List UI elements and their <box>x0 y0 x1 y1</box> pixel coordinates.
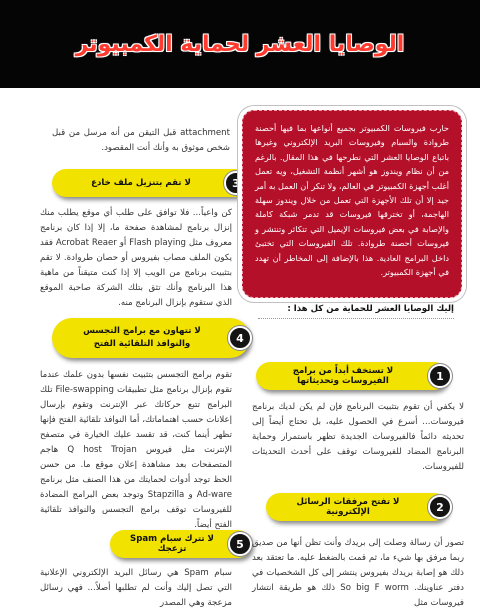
intro-red-box: حارب فيروسات الكمبيوتر بجميع أنواعها بما فيها أحصنة طروادة والسبام وفيروسات البريد الإلكتروني وغيرها باتباع الوصايا العشر التي نطرحها في هذا المقال. بالرغم من أن نظام ويندوز هو أشهر أنظمة التشغيل، ويه تعمل أغلب أجهزة الكمبيوتر في العالم، ولا تنكر أن العمل به أمر جيد إلا أن تلك الأجهزة التي تعمل من خلال ويندوز سهلة الهاجمة، أو تخترقها فيروسات قد تدمر شبكة كاملة والإصابة في بعض فيروسات الإيميل التي تتكاثر وتنتشر و فيروسات أحصنة طروادة. تلك الفيروسات التي تختبئ داخل البرامج العادية. هذا بالإضافة إلى المخاطر أن تهدد في أجهزة الكمبيوتر. <box>242 110 462 298</box>
tip-3-number-badge: 3 <box>224 171 248 195</box>
tip-5-body: سبام Spam هي رسائل البريد الإلكتروني الإعلانية التي تصل إليك وأنت لم تطلبها أصلاً... فهي رسائل مزعجة وهي المصدر <box>40 568 233 608</box>
header-banner <box>0 0 480 88</box>
tip-4-title-text: لا تتهاون مع برامج التجسس والنوافذ التلقائية الفتح <box>83 326 201 349</box>
heading-divider <box>258 318 454 319</box>
tip-1-body: لا يكفي أن تقوم بتثبيت البرنامج فإن لم يكن لديك برنامج فيروسات... أسرع في الحصول عليه، بل تحتاج أيضاً إلى تحديثه دائماً فالفيروسات الجديدة تظهر باستمرار وحماية البرنامج المضاد للفيروسات توقف على أحدث التحديثات للفيروسات. <box>252 402 464 472</box>
tip-2-title <box>266 493 448 521</box>
tip-4-body: تقوم برامج التجسس بتثبيت نفسها بدون علمك عندما تقوم بإنزال برنامج مثل تطبيقات File-swapping تلك البرامج تتبع حركاتك عبر الإنترنت وتقوم بإرسال إعلانات حسب اهتماماتك، أما النوافذ تلقائية الفتح فإنها تظهر أينما كنت، قد تقسد عليك الخيارة في متصفح الإنترنت مثل فيروس Q host Trojan هاجم المتصفحات بعد مشاهدة إعلان موقع ما. من حسن الحظ توجد أدوات لحمايتك من هذا الصنف مثل برنامج Ad-ware و Stapzilla وتوجد بعض البرامج المضادة للفيروسات توقف برامج التجسس والنوافذ تلقائية الفتح أيضاً. <box>40 370 232 530</box>
page-title: الوصايا العشر لحماية الكمبيوتر <box>75 31 405 57</box>
section-heading: إليك الوصايا العشر للحماية من كل هذا : <box>287 304 454 314</box>
intro-paragraph: attachment قبل التيقن من أنه مرسل من قبل شخص موثوق به وأنك أنت المقصود. <box>52 128 230 153</box>
tip-2-body: تصور أن رسالة وصلت إلى بريدك وأنت تظن أنها من صديق ربما مرفق بها شيء ما، ثم قمت بالضغط عليه. ما تعتقد بعد ذلك هو إصابة بريدك بفيروس ينتشر إلى كل الشخصيات في دفتر عناوينك. So big F worm ذلك هو طريقة انتشار فيروسات مثل <box>252 538 464 608</box>
tip-1-title <box>256 362 448 390</box>
tip-1-title-text: لا تستخف أبداً من برامج الفيروسات وتحديثاتها <box>292 366 394 386</box>
tip-5-title-text: لا تترك سبام Spam تزعجك <box>130 534 214 554</box>
tip-4-title <box>52 318 250 358</box>
tip-3-title <box>52 169 248 197</box>
tip-3-title-text: لا تقم بتنزيل ملف خادع <box>91 178 191 188</box>
tip-3-body: كن واعياً... فلا توافق على طلب أي موقع يطلب منك إنزال برنامج لمشاهدة صفحة ما، إلا إذا كان برنامج معروف مثل Flash playing أو Acrobat Reaer فقد يكون الملف مصاب بفيروس أو حصان طروادة. لا تقم بتثبيت برنامج من الويب إلا إذا كنت متيقناً من ماهية هذا البرنامج وأنك تثق بتلك الشركة صاحبة الموقع الذي ستقوم بإنزال البرنامج منه. <box>40 208 232 308</box>
tip-2-title-text: لا تفتح مرفقات الرسائل الإلكترونية <box>296 497 400 517</box>
tip-1-number-badge: 1 <box>428 364 452 388</box>
tip-4-number-badge: 4 <box>228 326 252 350</box>
tip-2-number-badge: 2 <box>428 495 452 519</box>
tip-5-number-badge: 5 <box>228 532 252 556</box>
